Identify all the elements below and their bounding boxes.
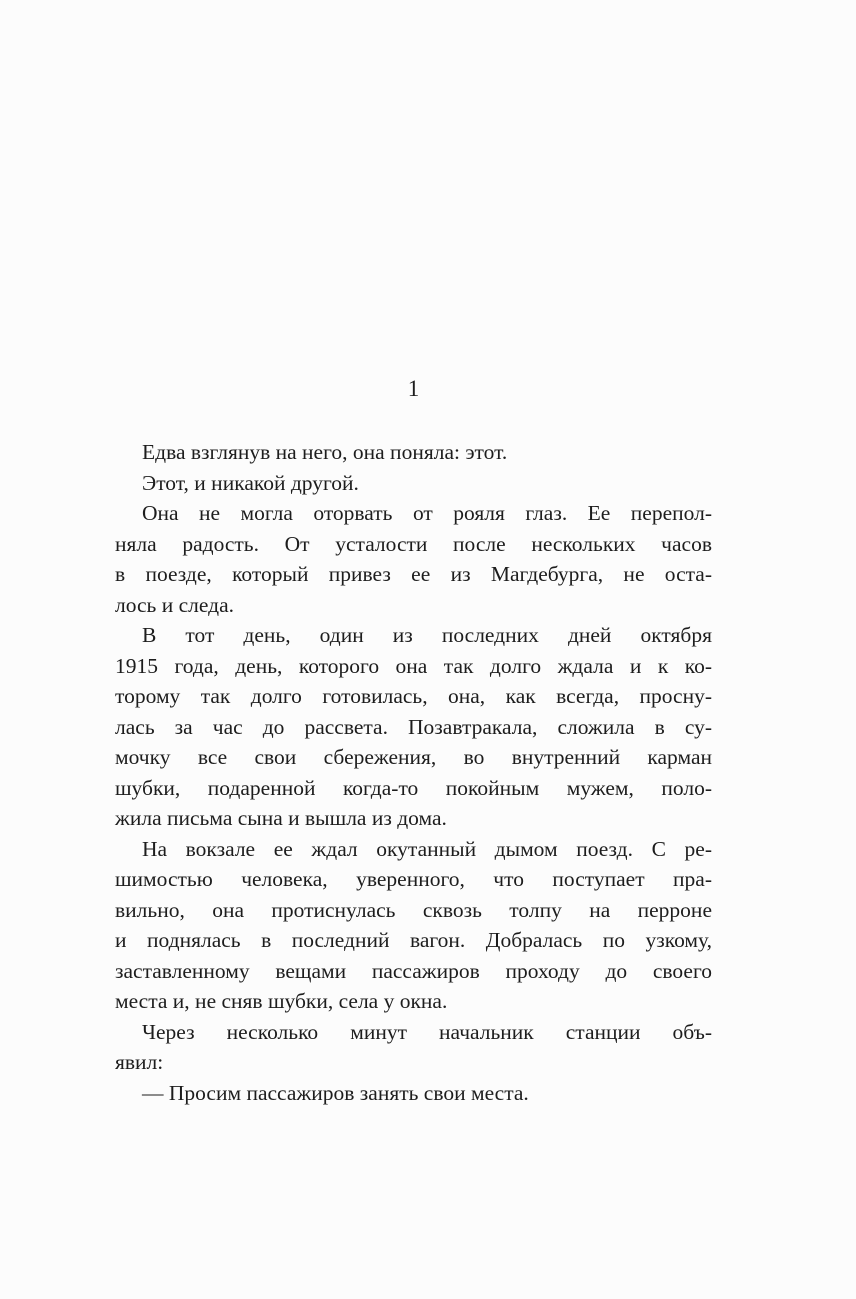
text-line: в поезде, который привез ее из Магдебурга, не оста- bbox=[115, 562, 712, 586]
paragraph bbox=[115, 498, 712, 620]
paragraph bbox=[115, 437, 712, 468]
text-line: шубки, подаренной когда-то покойным мужем, поло- bbox=[115, 775, 712, 800]
text-line: Едва взглянув на него, она поняла: этот. bbox=[142, 440, 508, 464]
paragraph bbox=[115, 834, 712, 1017]
text-line: места и, не сняв шубки, села у окна. bbox=[115, 989, 448, 1013]
text-line: — Просим пассажиров занять свои места. bbox=[142, 1080, 529, 1105]
text-line: лась за час до рассвета. Позавтракала, сложила в су- bbox=[115, 714, 712, 739]
text-line: Через несколько минут начальник станции объ- bbox=[142, 1019, 712, 1044]
text-line: Этот, и никакой другой. bbox=[142, 470, 359, 495]
text-line: лось и следа. bbox=[115, 592, 235, 617]
text-block bbox=[115, 437, 712, 1108]
text-line: На вокзале ее ждал окутанный дымом поезд. С ре- bbox=[142, 836, 712, 861]
paragraph bbox=[115, 1078, 712, 1109]
text-line: вильно, она протиснулась сквозь толпу на перроне bbox=[115, 897, 712, 922]
text-line: 1915 года, день, которого она так долго ждала и к ко- bbox=[115, 653, 712, 678]
text-line: шимостью человека, уверенного, что поступает пра- bbox=[115, 867, 712, 891]
paragraph bbox=[115, 1017, 712, 1078]
text-line: заставленному вещами пассажиров проходу до своего bbox=[115, 958, 712, 983]
text-line: няла радость. От усталости после нескольких часов bbox=[115, 531, 712, 556]
paragraph bbox=[115, 620, 712, 834]
text-line: явил: bbox=[115, 1050, 164, 1074]
text-line: Она не могла оторвать от рояля глаз. Ее перепол- bbox=[142, 501, 712, 525]
text-line: жила письма сына и вышла из дома. bbox=[115, 806, 447, 830]
paragraph bbox=[115, 468, 712, 499]
text-line: В тот день, один из последних дней октября bbox=[142, 623, 712, 647]
text-line: и поднялась в последний вагон. Добралась по узкому, bbox=[115, 928, 712, 952]
text-line: торому так долго готовилась, она, как всегда, просну- bbox=[115, 684, 712, 708]
chapter-number: 1 bbox=[407, 376, 420, 401]
text-line: мочку все свои сбережения, во внутренний карман bbox=[115, 745, 712, 769]
